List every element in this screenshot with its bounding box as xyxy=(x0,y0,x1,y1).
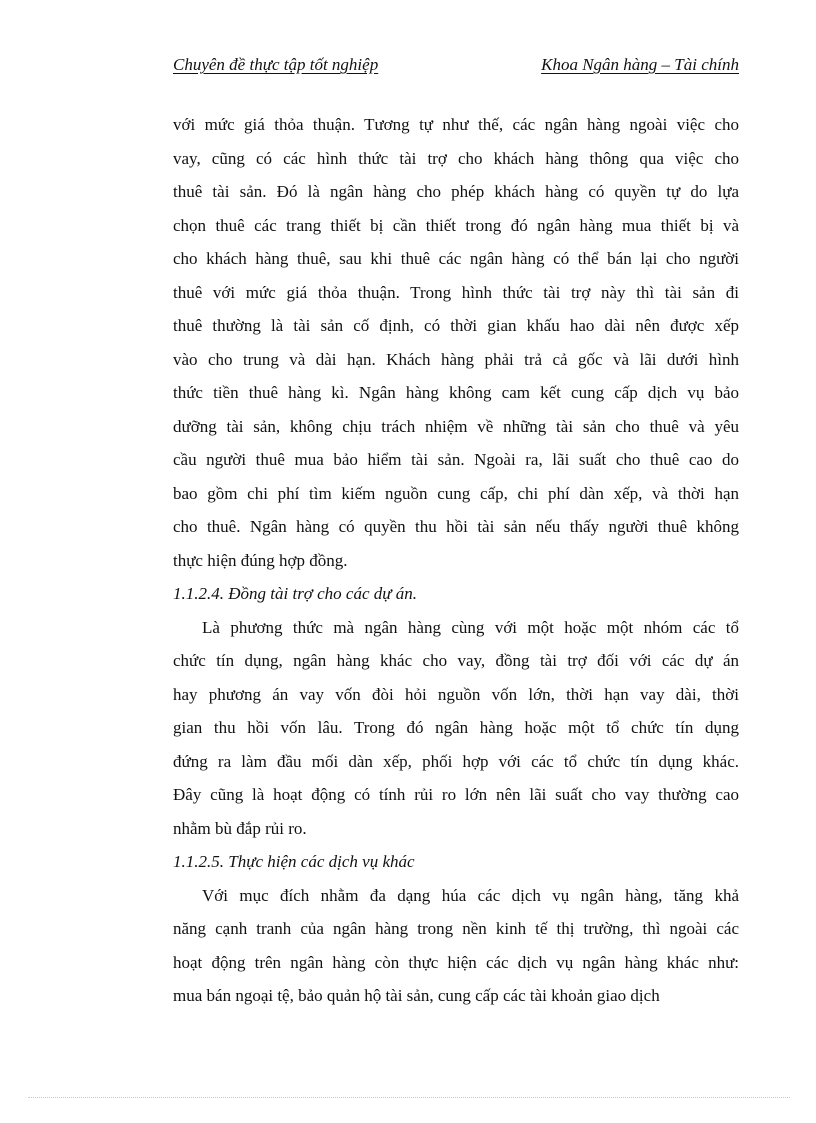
text-line: hoạt động trên ngân hàng còn thực hiện các dịch vụ ngân hàng khác như: xyxy=(173,952,739,972)
paragraph-other-services xyxy=(173,879,739,1013)
document-body xyxy=(173,108,739,1013)
text-line: cho thuê. Ngân hàng có quyền thu hồi tài sản nếu thấy người thuê không xyxy=(173,517,739,536)
text-line: thuê tài sản. Đó là ngân hàng cho phép khách hàng có quyền tự do lựa xyxy=(173,182,739,201)
text-line: bao gồm chi phí tìm kiếm nguồn cung cấp, chi phí dàn xếp, và thời hạn xyxy=(173,483,739,503)
text-line: vào cho trung và dài hạn. Khách hàng phải trả cả gốc và lãi dưới hình xyxy=(173,349,739,369)
text-line: dưỡng tài sản, không chịu trách nhiệm về những tài sản cho thuê và yêu xyxy=(173,416,739,436)
text-line: chức tín dụng, ngân hàng khác cho vay, đồng tài trợ đối với các dự án xyxy=(173,651,739,670)
text-line: năng cạnh tranh của ngân hàng trong nền kinh tế thị trường, thì ngoài các xyxy=(173,919,739,938)
text-line: thuê với mức giá thỏa thuận. Trong hình thức tài trợ này thì tài sản đi xyxy=(173,282,739,302)
header-report-title: Chuyên đề thực tập tốt nghiệp xyxy=(173,55,379,74)
text-line: nhằm bù đắp rủi ro. xyxy=(173,818,307,838)
text-line: với mức giá thỏa thuận. Tương tự như thế, các ngân hàng ngoài việc cho xyxy=(173,115,739,134)
text-line: đứng ra làm đầu mối dàn xếp, phối hợp với các tổ chức tín dụng khác. xyxy=(173,751,739,771)
text-line: Với mục đích nhằm đa dạng húa các dịch vụ ngân hàng, tăng khả xyxy=(202,885,739,905)
text-line: gian thu hồi vốn lâu. Trong đó ngân hàng hoặc một tổ chức tín dụng xyxy=(173,718,739,737)
text-line: thực hiện đúng hợp đồng. xyxy=(173,550,348,570)
page-header xyxy=(173,52,739,78)
paragraph-co-financing xyxy=(173,611,739,846)
text-line: vay, cũng có các hình thức tài trợ cho khách hàng thông qua việc cho xyxy=(173,148,739,168)
page-bottom-divider xyxy=(28,1097,790,1098)
header-faculty-name: Khoa Ngân hàng – Tài chính xyxy=(541,55,739,74)
text-line: cho khách hàng thuê, sau khi thuê các ngân hàng có thể bán lại cho người xyxy=(173,249,739,268)
text-line: mua bán ngoại tệ, bảo quản hộ tài sản, cung cấp các tài khoản giao dịch xyxy=(173,986,660,1005)
text-line: thức tiền thuê hàng kì. Ngân hàng không cam kết cung cấp dịch vụ bảo xyxy=(173,383,739,402)
text-line: Đây cũng là hoạt động có tính rủi ro lớn nên lãi suất cho vay thường cao xyxy=(173,785,739,804)
text-line: cầu người thuê mua bảo hiểm tài sản. Ngoài ra, lãi suất cho thuê cao do xyxy=(173,450,739,469)
text-line: hay phương án vay vốn đòi hỏi nguồn vốn lớn, thời hạn vay dài, thời xyxy=(173,684,739,704)
text-line: thuê thường là tài sản cố định, có thời gian khấu hao dài nên được xếp xyxy=(173,316,739,335)
text-line: chọn thuê các trang thiết bị cần thiết trong đó ngân hàng mua thiết bị và xyxy=(173,215,739,235)
section-heading-other-services: 1.1.2.5. Thực hiện các dịch vụ khác xyxy=(173,852,415,871)
text-line: Là phương thức mà ngân hàng cùng với một hoặc một nhóm các tổ xyxy=(202,617,739,637)
section-heading-co-financing: 1.1.2.4. Đồng tài trợ cho các dự án. xyxy=(173,584,418,603)
paragraph-leasing xyxy=(173,108,739,577)
